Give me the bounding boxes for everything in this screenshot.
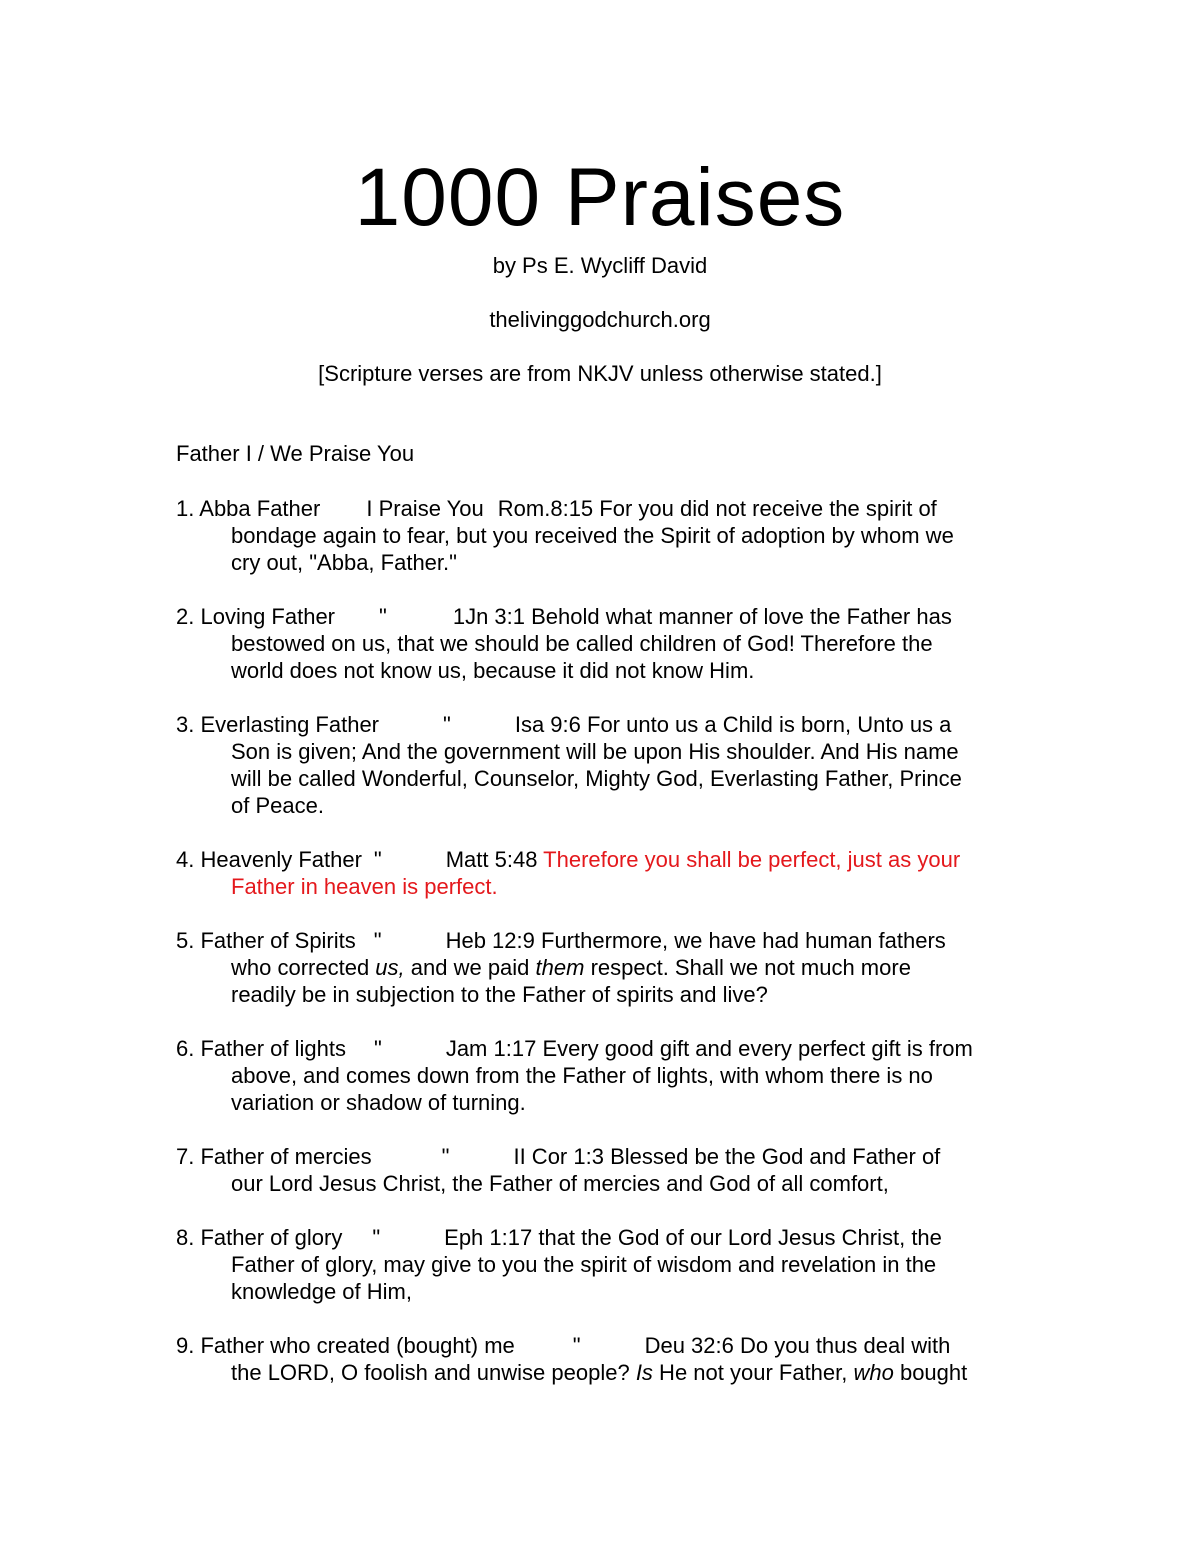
- verse-text: [176, 1359, 1036, 1386]
- verse-fragment: respect. Shall we not much more: [584, 955, 911, 980]
- verse-text: Do you thus deal with: [740, 1333, 951, 1358]
- item-number: 5.: [176, 928, 195, 953]
- item-reference: 1Jn 3:1: [452, 604, 525, 629]
- verse-italic: them: [535, 955, 585, 980]
- verse-fragment: bought: [893, 1360, 968, 1385]
- section-heading: Father I / We Praise You: [176, 441, 415, 466]
- verse-italic: who: [853, 1360, 894, 1385]
- item-reference: Matt 5:48: [445, 847, 538, 872]
- verse-text-highlighted: Therefore you shall be perfect, just as your: [543, 847, 961, 872]
- verse-text: cry out, "Abba, Father.": [231, 550, 457, 575]
- item-number: 7.: [176, 1144, 195, 1169]
- item-name: Everlasting Father: [200, 712, 380, 737]
- verse-text: variation or shadow of turning.: [231, 1090, 526, 1115]
- item-name: Father of glory: [200, 1225, 343, 1250]
- item-name: Abba Father: [199, 496, 321, 521]
- list-item: [176, 1332, 1036, 1386]
- author-line: by Ps E. Wycliff David: [492, 253, 708, 278]
- list-item: [176, 1224, 1036, 1305]
- verse-text: [176, 954, 1036, 981]
- verse-text: above, and comes down from the Father of lights, with whom there is no: [231, 1063, 933, 1088]
- item-number: 1.: [176, 496, 195, 521]
- item-praise: ": [372, 1225, 381, 1250]
- item-praise: ": [443, 712, 451, 737]
- verse-text: readily be in subjection to the Father of spirits and live?: [231, 982, 768, 1007]
- list-item: [176, 846, 1036, 900]
- verse-text: bestowed on us, that we should be called children of God! Therefore the: [231, 631, 933, 656]
- list-item: [176, 711, 1036, 819]
- verse-text: world does not know us, because it did not know Him.: [231, 658, 755, 683]
- verse-text: For unto us a Child is born, Unto us a: [587, 712, 952, 737]
- item-name: Heavenly Father: [200, 847, 362, 872]
- verse-text: knowledge of Him,: [231, 1279, 412, 1304]
- item-number: 2.: [176, 604, 195, 629]
- item-praise: ": [379, 604, 387, 629]
- item-reference: Heb 12:9: [445, 928, 535, 953]
- item-name: Loving Father: [200, 604, 336, 629]
- verse-fragment: He not your Father,: [652, 1360, 854, 1385]
- item-praise: ": [441, 1144, 450, 1169]
- item-name: Father of lights: [200, 1036, 346, 1061]
- item-number: 4.: [176, 847, 195, 872]
- item-praise: I Praise You: [366, 496, 484, 521]
- item-number: 8.: [176, 1225, 195, 1250]
- item-reference: Deu 32:6: [644, 1333, 734, 1358]
- verse-text: bondage again to fear, but you received the Spirit of adoption by whom we: [231, 523, 954, 548]
- verse-text-highlighted: Father in heaven is perfect.: [231, 874, 498, 899]
- verse-text: Son is given; And the government will be upon His shoulder. And His name: [231, 739, 959, 764]
- list-item: [176, 495, 1036, 576]
- item-praise: ": [374, 1036, 382, 1061]
- list-item: [176, 1143, 1036, 1197]
- praise-list: [176, 495, 1036, 1413]
- verse-fragment: and we paid: [404, 955, 536, 980]
- list-item: [176, 927, 1036, 1008]
- item-praise: ": [572, 1333, 581, 1358]
- item-reference: Isa 9:6: [514, 712, 581, 737]
- item-reference: Jam 1:17: [445, 1036, 537, 1061]
- item-reference: II Cor 1:3: [513, 1144, 604, 1169]
- document-title: 1000 Praises: [354, 152, 846, 243]
- verse-text: Blessed be the God and Father of: [610, 1144, 941, 1169]
- item-reference: Rom.8:15: [497, 496, 594, 521]
- verse-text: Furthermore, we have had human fathers: [541, 928, 946, 953]
- verse-italic: Is: [635, 1360, 653, 1385]
- item-number: 6.: [176, 1036, 195, 1061]
- list-item: [176, 603, 1036, 684]
- verse-text: For you did not receive the spirit of: [599, 496, 937, 521]
- item-praise: ": [373, 928, 382, 953]
- verse-text: of Peace.: [231, 793, 324, 818]
- list-item: [176, 1035, 1036, 1116]
- item-reference: Eph 1:17: [444, 1225, 533, 1250]
- item-name: Father of Spirits: [200, 928, 356, 953]
- verse-text: our Lord Jesus Christ, the Father of mercies and God of all comfort,: [231, 1171, 889, 1196]
- verse-fragment: the LORD, O foolish and unwise people?: [231, 1360, 636, 1385]
- verse-text: that the God of our Lord Jesus Christ, the: [538, 1225, 942, 1250]
- verse-text: Behold what manner of love the Father has: [531, 604, 952, 629]
- verse-text: Every good gift and every perfect gift is from: [542, 1036, 973, 1061]
- scripture-note: [Scripture verses are from NKJV unless otherwise stated.]: [318, 361, 882, 386]
- item-name: Father who created (bought) me: [200, 1333, 515, 1358]
- verse-text: will be called Wonderful, Counselor, Mighty God, Everlasting Father, Prince: [231, 766, 962, 791]
- item-name: Father of mercies: [200, 1144, 372, 1169]
- verse-text: Father of glory, may give to you the spirit of wisdom and revelation in the: [231, 1252, 937, 1277]
- website-line: thelivinggodchurch.org: [489, 307, 711, 332]
- item-number: 9.: [176, 1333, 195, 1358]
- item-praise: ": [373, 847, 382, 872]
- verse-fragment: who corrected: [231, 955, 376, 980]
- verse-italic: us,: [375, 955, 405, 980]
- item-number: 3.: [176, 712, 195, 737]
